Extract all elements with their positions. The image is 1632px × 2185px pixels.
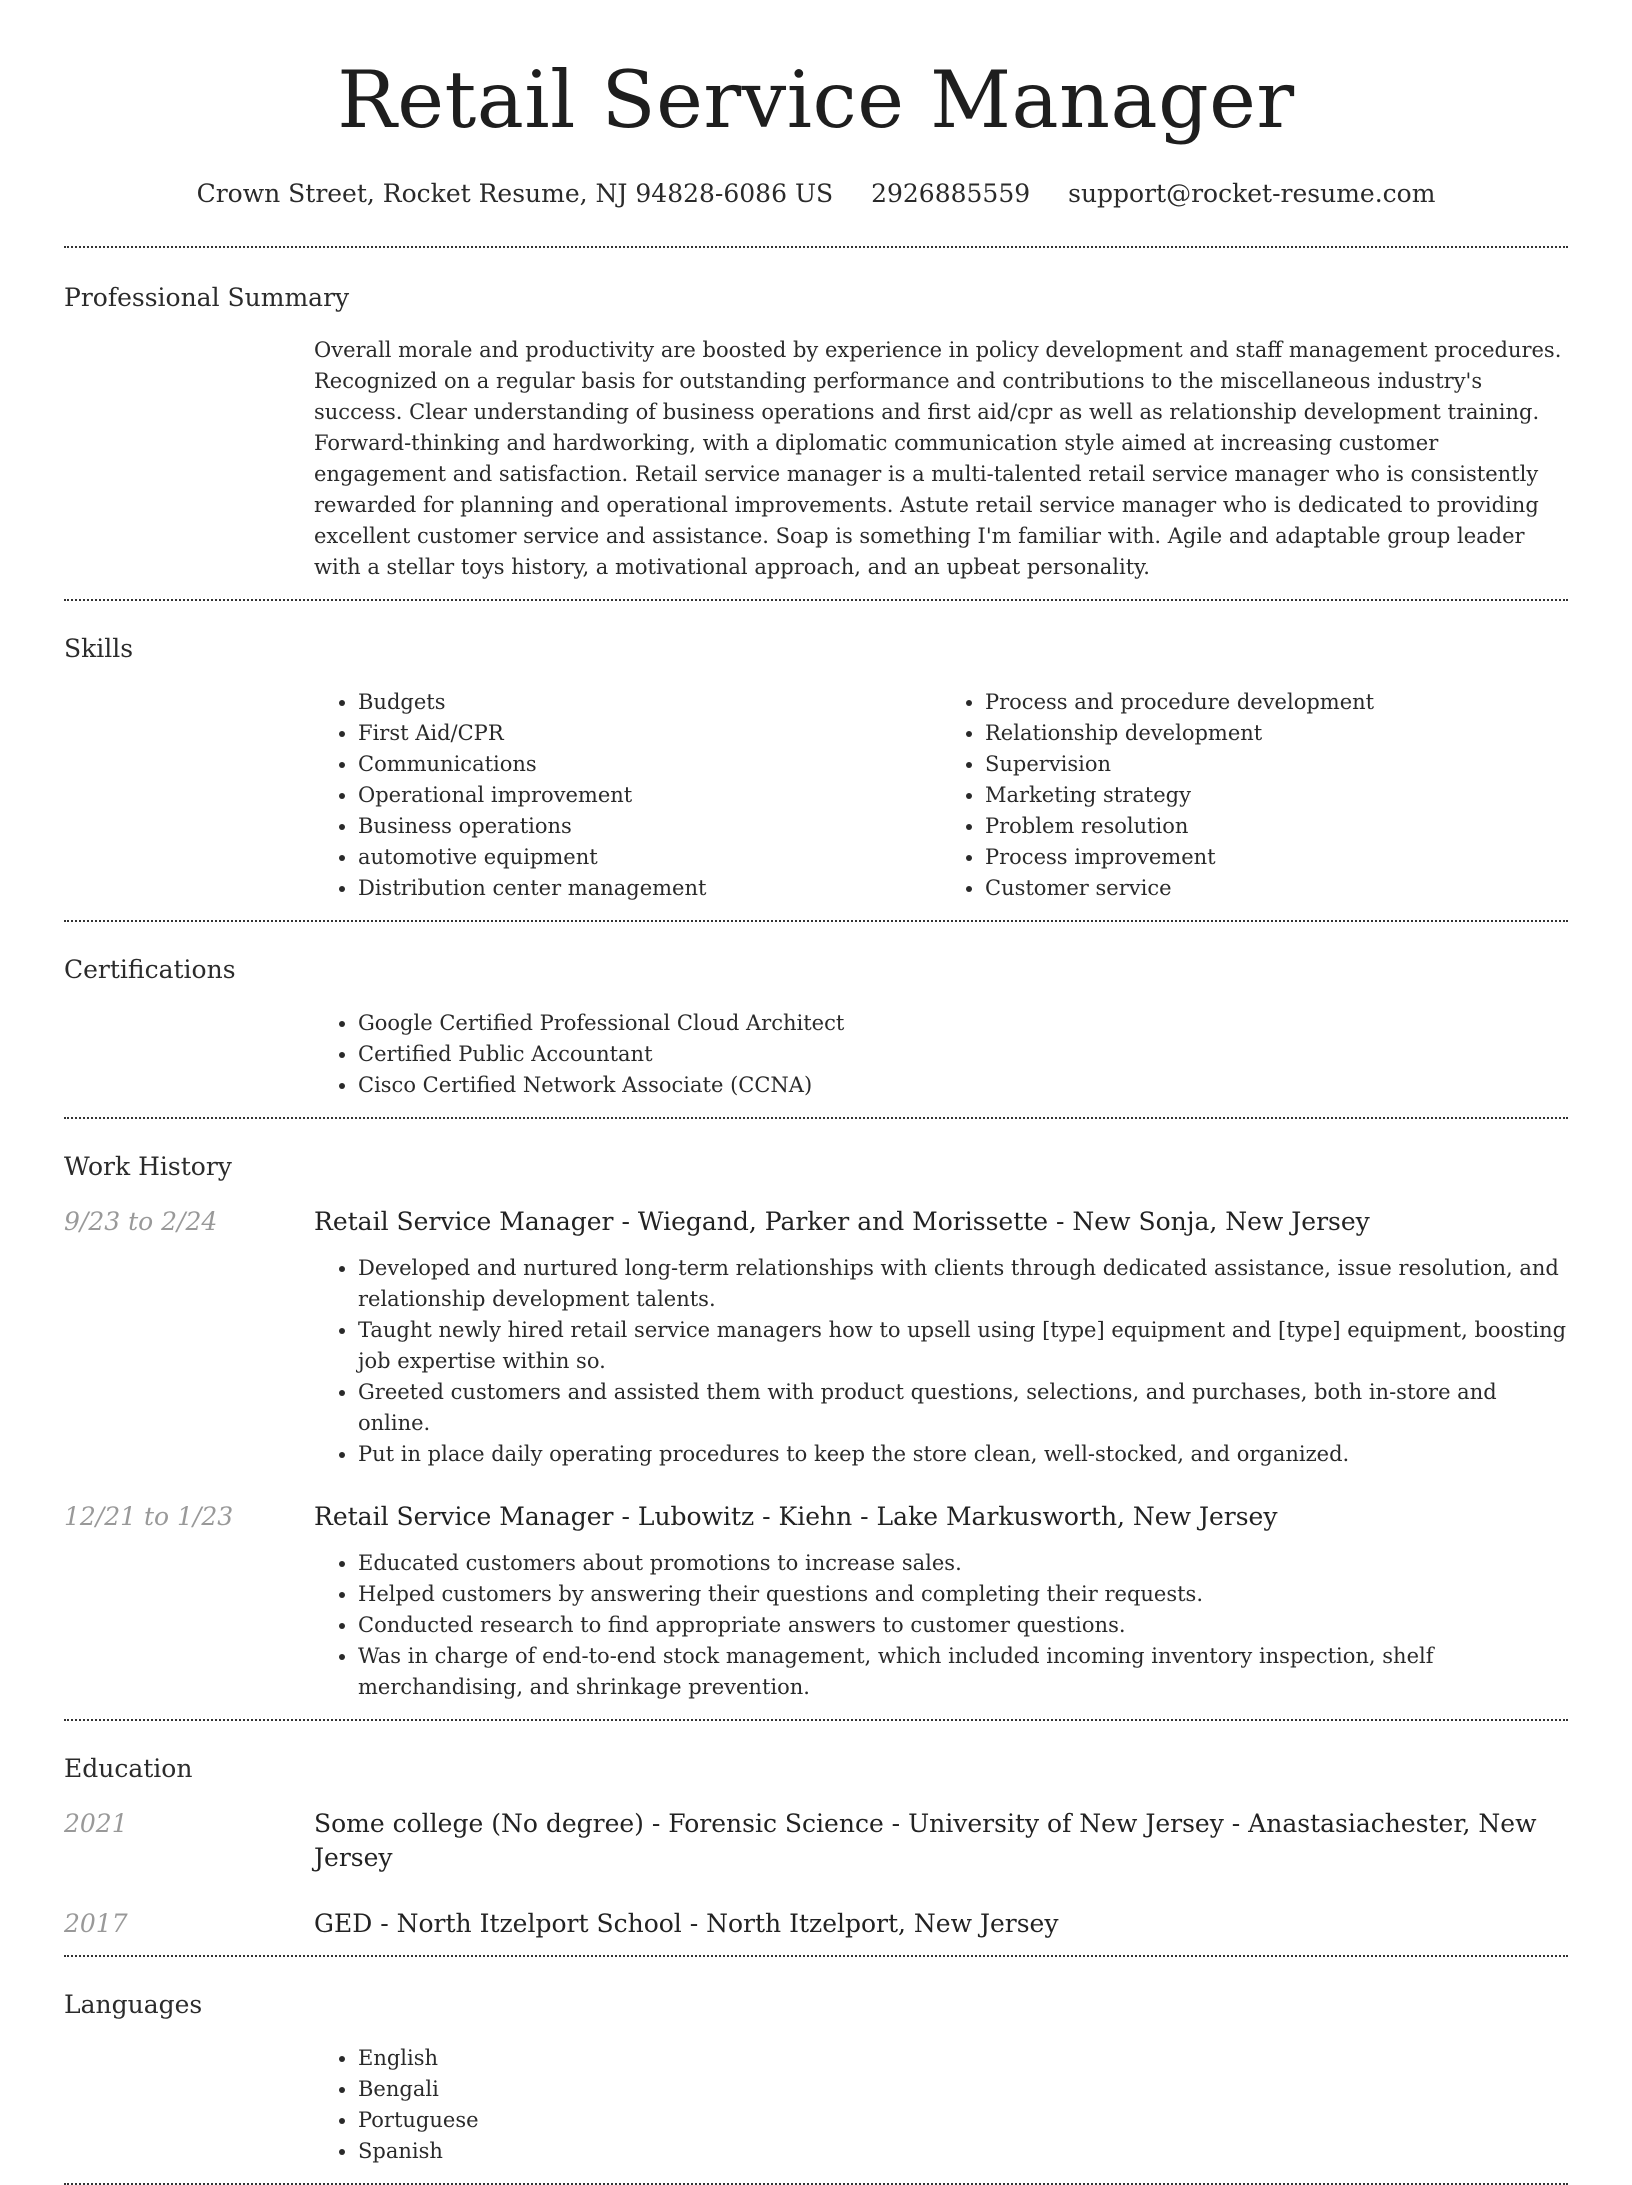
education-section [64, 1721, 1568, 1955]
job-bullet: • Conducted research to find appropriate answers to customer questions. [358, 1610, 1568, 1641]
certifications-section [64, 922, 1568, 1117]
skill-item: • Problem resolution [985, 811, 1568, 842]
skill-item: • Customer service [985, 873, 1568, 904]
language-item: • Bengali [358, 2074, 1568, 2105]
skills-title: Skills [64, 634, 134, 663]
skill-item: • Communications [358, 749, 941, 780]
work-title: Work History [64, 1152, 232, 1181]
skill-item: • Process improvement [985, 842, 1568, 873]
languages-list [314, 2043, 1568, 2167]
certifications-list [314, 1008, 1568, 1101]
job-entry [64, 1205, 1568, 1470]
job-heading: Retail Service Manager - Wiegand, Parker and Morissette - New Sonja, New Jersey [314, 1207, 1370, 1236]
skill-item: • Business operations [358, 811, 941, 842]
skills-body [314, 687, 1568, 904]
education-details [314, 1807, 1568, 1875]
languages-section [64, 1957, 1568, 2183]
certification-item: • Google Certified Professional Cloud Architect [358, 1008, 1568, 1039]
job-bullets [314, 1253, 1568, 1470]
languages-title: Languages [64, 1990, 203, 2019]
job-bullet: • Was in charge of end-to-end stock management, which included incoming inventory inspection, shelf merchandising, and shrinkage prevention. [358, 1641, 1568, 1703]
education-heading: GED - North Itzelport School - North Itzelport, New Jersey [314, 1909, 1059, 1938]
summary-body [314, 335, 1568, 583]
job-bullet: • Helped customers by answering their questions and completing their requests. [358, 1579, 1568, 1610]
certifications-body [314, 1008, 1568, 1101]
job-bullet: • Developed and nurtured long-term relationships with clients through dedicated assistance, issue resolution, and relationship development talents. [358, 1253, 1568, 1315]
skills-list-left [314, 687, 941, 904]
education-entry [64, 1907, 1568, 1941]
summary-title: Professional Summary [64, 283, 350, 312]
contact-address: Crown Street, Rocket Resume, NJ 94828-6086 US [196, 179, 834, 208]
skills-list-right [941, 687, 1568, 904]
resume-name: Retail Service Manager [337, 54, 1295, 146]
skill-item: • Marketing strategy [985, 780, 1568, 811]
education-year: 2017 [64, 1909, 128, 1938]
skill-item: • First Aid/CPR [358, 718, 941, 749]
language-item: • Spanish [358, 2136, 1568, 2167]
job-entry [64, 1500, 1568, 1703]
summary-section [64, 248, 1568, 599]
job-bullet: • Educated customers about promotions to increase sales. [358, 1548, 1568, 1579]
job-dates: 12/21 to 1/23 [64, 1502, 234, 1531]
work-section [64, 1119, 1568, 1719]
skill-item: • Process and procedure development [985, 687, 1568, 718]
skill-item: • Operational improvement [358, 780, 941, 811]
skill-item: • Relationship development [985, 718, 1568, 749]
job-bullet: • Greeted customers and assisted them with product questions, selections, and purchases, both in-store and online. [358, 1377, 1568, 1439]
job-bullet: • Put in place daily operating procedures to keep the store clean, well-stocked, and organized. [358, 1439, 1568, 1470]
skill-item: • Supervision [985, 749, 1568, 780]
education-entry [64, 1807, 1568, 1875]
job-details [314, 1500, 1568, 1703]
education-details [314, 1907, 1568, 1941]
contact-line [64, 178, 1568, 210]
contact-email: support@rocket-resume.com [1068, 179, 1436, 208]
skills-section [64, 601, 1568, 920]
education-title: Education [64, 1754, 193, 1783]
language-item: • English [358, 2043, 1568, 2074]
job-heading: Retail Service Manager - Lubowitz - Kiehn - Lake Markusworth, New Jersey [314, 1502, 1278, 1531]
skill-item: • Distribution center management [358, 873, 941, 904]
education-year: 2021 [64, 1809, 128, 1838]
languages-body [314, 2043, 1568, 2167]
education-heading: Some college (No degree) - Forensic Science - University of New Jersey - Anastasiachester, New Jersey [314, 1809, 1537, 1872]
job-bullets [314, 1548, 1568, 1703]
language-item: • Portuguese [358, 2105, 1568, 2136]
contact-phone: 2926885559 [871, 179, 1031, 208]
skill-item: • automotive equipment [358, 842, 941, 873]
job-dates: 9/23 to 2/24 [64, 1207, 218, 1236]
skill-item: • Budgets [358, 687, 941, 718]
certifications-title: Certifications [64, 955, 236, 984]
job-bullet: • Taught newly hired retail service managers how to upsell using [type] equipment and [type] equipment, boosting job expertise within so. [358, 1315, 1568, 1377]
job-details [314, 1205, 1568, 1470]
skills-columns [314, 687, 1568, 904]
summary-text: Overall morale and productivity are boosted by experience in policy development and staff management procedures. Recognized on a regular basis for outstanding performance and contributions to the miscellaneous industry's success. Clear understanding of business operations and first aid/cpr as well as relationship development training. Forward-thinking and hardworking, with a diplomatic communication style aimed at increasing customer engagement and satisfaction. Retail service manager is a multi-talented retail service manager who is consistently rewarded for planning and operational improvements. Astute retail service manager who is dedicated to providing excellent customer service and assistance. Soap is something I'm familiar with. Agile and adaptable group leader with a stellar toys history, a motivational approach, and an upbeat personality. [314, 338, 1562, 579]
certification-item: • Certified Public Accountant [358, 1039, 1568, 1070]
certification-item: • Cisco Certified Network Associate (CCNA) [358, 1070, 1568, 1101]
